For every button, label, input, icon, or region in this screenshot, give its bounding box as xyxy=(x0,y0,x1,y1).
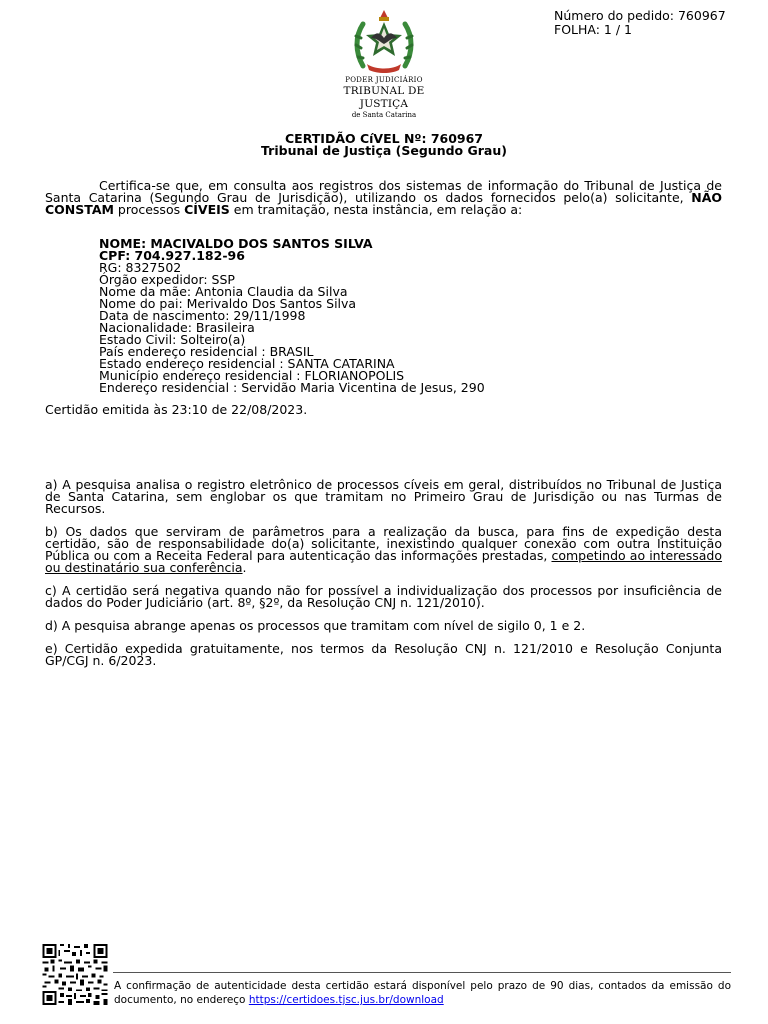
note-b-underlined: competindo ao interessado ou destinatário sua conferência xyxy=(45,548,723,575)
org-line-2: TRIBUNAL DE JUSTIÇA xyxy=(343,85,425,110)
org-line-3: de Santa Catarina xyxy=(351,111,417,119)
note-d: d) A pesquisa abrange apenas os processos que tramitam com nível de sigilo 0, 1 e 2. xyxy=(45,618,586,633)
org-line-1: PODER JUDICIÁRIO xyxy=(345,76,423,84)
verification-link[interactable]: https://certidoes.tjsc.jus.br/download xyxy=(248,994,444,1006)
court-logo xyxy=(318,8,450,120)
note-a: a) A pesquisa analisa o registro eletrônico de processos cíveis em geral, distribuídos no Tribunal de Justiça de Santa Catarina, sem englobar os que tramitam no Primeiro Grau de Jurisdição ou nas Turmas de Recursos. xyxy=(45,477,722,516)
qr-code-icon xyxy=(42,944,108,1005)
document-title: CERTIDÃO CíVEL Nº: 760967 xyxy=(284,131,484,146)
footer-divider xyxy=(113,972,731,973)
emission-statement: Certidão emitida às 23:10 de 22/08/2023. xyxy=(45,402,308,417)
note-b xyxy=(45,526,722,574)
person-birthdate: Data de nascimento: 29/11/1998 xyxy=(99,308,306,323)
intro-paragraph xyxy=(45,180,722,216)
person-city: Município endereço residencial : FLORIANOPOLIS xyxy=(99,368,405,383)
person-nationality: Nacionalidade: Brasileira xyxy=(99,320,255,335)
person-father: Nome do pai: Merivaldo Dos Santos Silva xyxy=(99,296,357,311)
sheet-number: FOLHA: 1 / 1 xyxy=(554,22,632,37)
coat-of-arms-icon xyxy=(353,8,415,74)
person-civil-status: Estado Civil: Solteiro(a) xyxy=(99,332,246,347)
person-name: NOME: MACIVALDO DOS SANTOS SILVA xyxy=(99,236,373,251)
intro-text-after: em tramitação, nesta instância, em relação a: xyxy=(229,202,523,217)
person-cpf: CPF: 704.927.182-96 xyxy=(99,248,245,263)
note-b-end: . xyxy=(242,560,247,575)
person-details xyxy=(99,238,719,394)
person-rg: RG: 8327502 xyxy=(99,260,182,275)
order-number: Número do pedido: 760967 xyxy=(554,8,726,23)
person-state: Estado endereço residencial : SANTA CATARINA xyxy=(99,356,395,371)
footer-text: A confirmação de autenticidade desta certidão estará disponível pelo prazo de 90 dias, contados da emissão do documento, no endereço xyxy=(114,980,731,1006)
document-subtitle: Tribunal de Justiça (Segundo Grau) xyxy=(261,143,507,158)
note-e: e) Certidão expedida gratuitamente, nos termos da Resolução CNJ n. 121/2010 e Resolução Conjunta GP/CGJ n. 6/2023. xyxy=(45,641,722,668)
footer-note xyxy=(114,979,731,1007)
person-mother: Nome da mãe: Antonia Claudia da Silva xyxy=(99,284,348,299)
person-address: Endereço residencial : Servidão Maria Vicentina de Jesus, 290 xyxy=(99,380,485,395)
intro-bold-civil: CÍVEIS xyxy=(184,202,230,217)
note-c: c) A certidão será negativa quando não for possível a individualização dos processos por insuficiência de dados do Poder Judiciário (art. 8º, §2º, da Resolução CNJ n. 121/2010). xyxy=(45,583,722,610)
person-country: País endereço residencial : BRASIL xyxy=(99,344,314,359)
intro-text-before: Certifica-se que, em consulta aos registros dos sistemas de informação do Tribunal de Justiça de Santa Catarina (Segundo Grau de Jurisdição), utilizando os dados fornecidos pelo(a) solicitante, xyxy=(45,178,722,205)
intro-text-middle: processos xyxy=(113,202,185,217)
document-title-block xyxy=(0,133,768,157)
note-b-text: b) Os dados que serviram de parâmetros para a realização da busca, para fins de expedição desta certidão, são de responsabilidade do(a) solicitante, inexistindo qualquer conexão com outra Instituição Pública ou com a Receita Federal para autenticação das informações prestadas, xyxy=(45,524,722,563)
notes-section xyxy=(45,479,722,678)
header-info xyxy=(554,9,726,37)
person-issuer: Órgão expedidor: SSP xyxy=(99,272,235,287)
intro-bold-not-found: NÃO CONSTAM xyxy=(45,190,722,217)
